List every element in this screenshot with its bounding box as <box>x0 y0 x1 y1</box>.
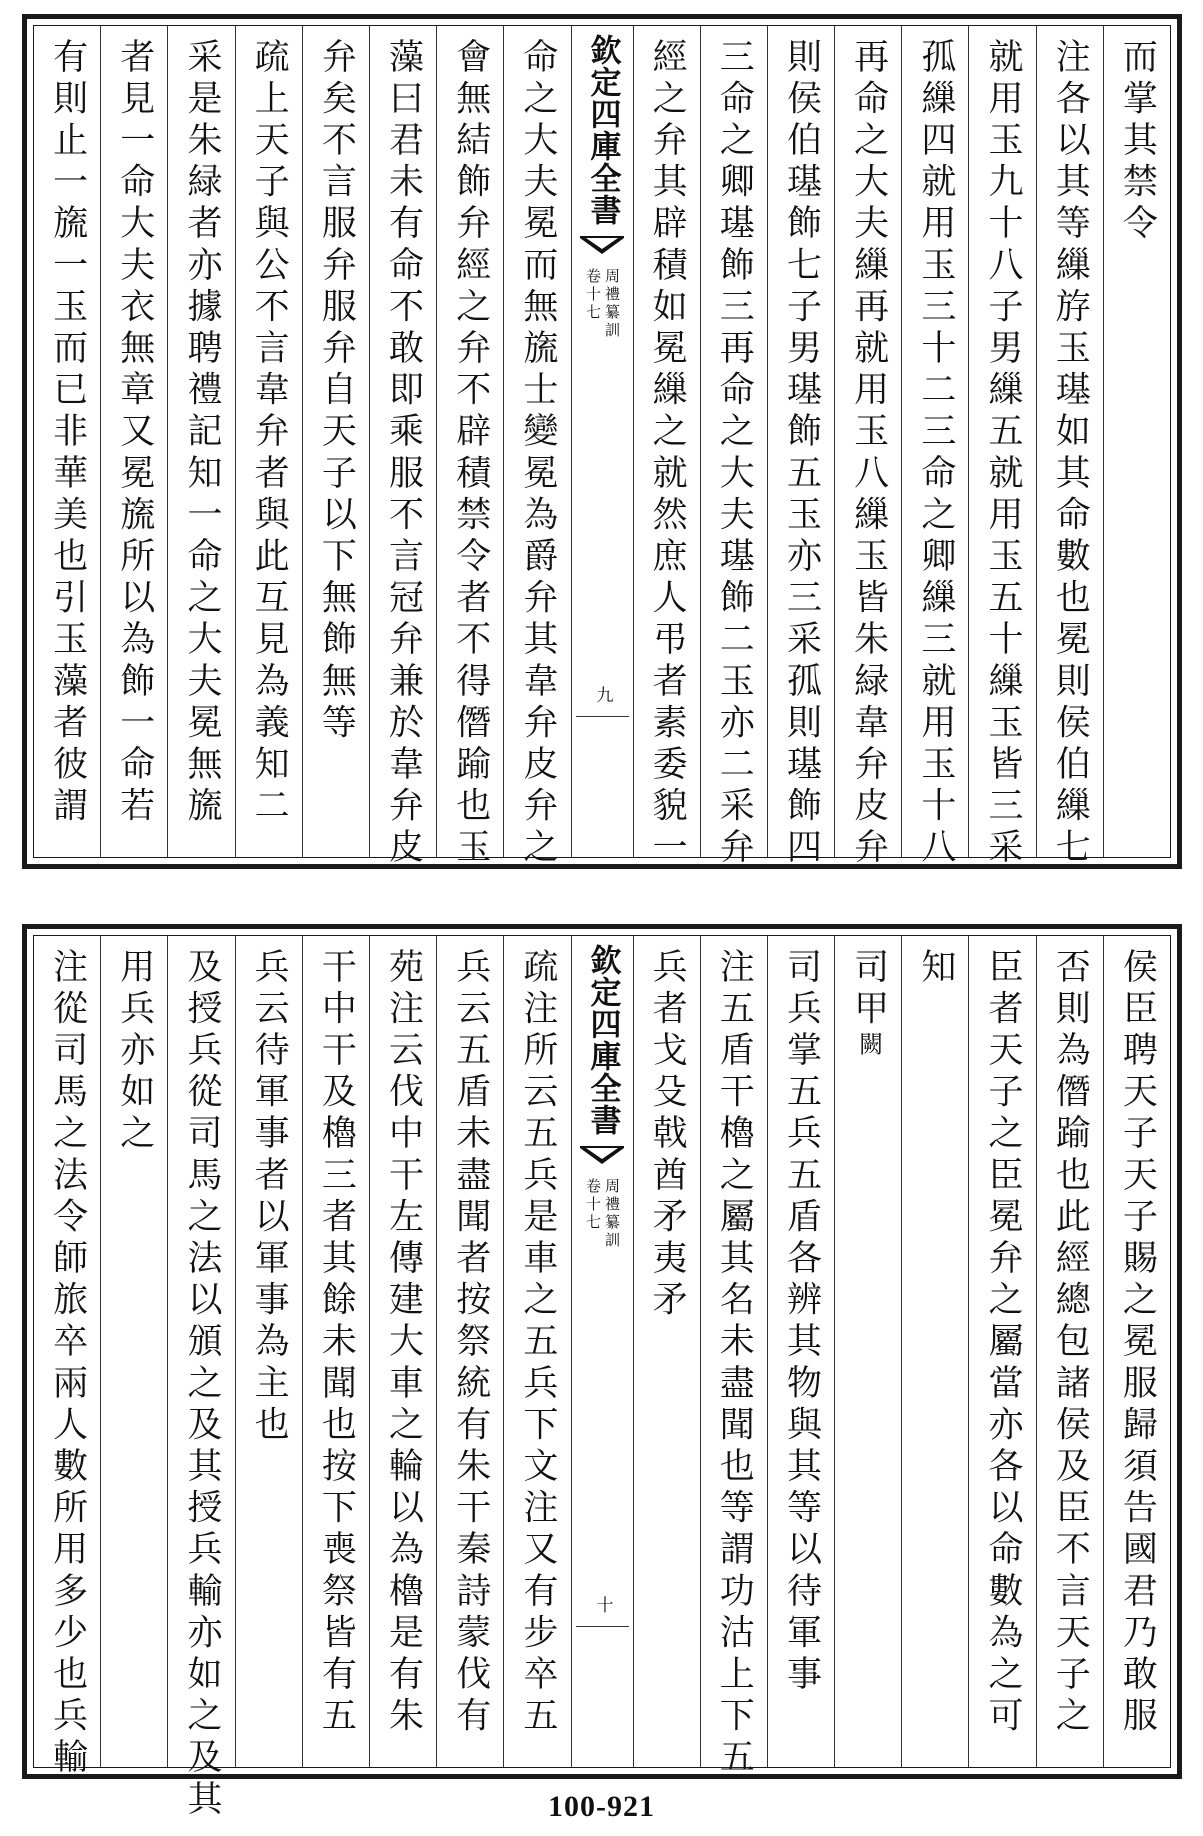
column-text: 司兵掌五兵五盾各辨其物與其等以待軍事 <box>781 948 822 1697</box>
column-text: 注各以其等繅斿玉璂如其命數也冕則侯伯繅七 <box>1050 38 1091 870</box>
column-text: 知 <box>915 948 956 990</box>
text-column <box>1103 936 1170 1767</box>
folio-number: 十 <box>592 1596 613 1613</box>
lacuna-mark: 闕 <box>854 1031 883 1060</box>
column-text: 疏注所云五兵是車之五兵下文注又有步卒五 <box>517 948 558 1739</box>
column-text: 干中干及櫓三者其餘未聞也按下喪祭皆有五 <box>316 948 357 1739</box>
center-gutter <box>571 936 633 1767</box>
column-text: 弁矣不言服弁服弁自天子以下無飾無等 <box>316 38 357 746</box>
column-text: 而掌其禁令 <box>1117 38 1158 246</box>
text-column <box>700 26 767 870</box>
column-text: 者見一命大夫衣無章又冕旒所以為飾一命若 <box>114 38 155 829</box>
text-column <box>834 936 901 1767</box>
text-column <box>235 936 302 1767</box>
column-text: 用兵亦如之 <box>114 948 155 1156</box>
column-text: 苑注云伐中干左傳建大車之輪以為櫓是有朱 <box>383 948 424 1739</box>
text-column <box>633 936 700 1767</box>
text-column <box>503 26 570 870</box>
column-text: 命之大夫冕而無旒士變冕為爵弁其韋弁皮弁之 <box>517 38 558 870</box>
text-column <box>34 936 100 1780</box>
center-gutter <box>571 26 633 857</box>
juan-number: 卷十七 <box>584 268 602 322</box>
book-name: 周禮纂訓 <box>603 268 621 340</box>
text-column <box>968 26 1035 870</box>
column-text: 臣者天子之臣冕弁之屬當亦各以命數為之可 <box>983 948 1024 1739</box>
folio-rule <box>576 1626 629 1627</box>
column-text: 兵云待軍事者以軍事為主也 <box>249 948 290 1448</box>
column-text: 注五盾干櫓之屬其名未盡聞也等謂功沽上下五 <box>714 948 755 1780</box>
juan-number: 卷十七 <box>584 1178 602 1232</box>
column-text: 司甲闕 <box>848 948 889 1060</box>
column-text: 注從司馬之法令師旅卒兩人數所用多少也兵輸 <box>47 948 88 1780</box>
upper-page <box>22 14 1182 869</box>
text-column <box>503 936 570 1767</box>
text-column <box>100 936 167 1767</box>
text-column <box>369 26 436 870</box>
folio-number: 九 <box>592 686 613 703</box>
text-column <box>700 936 767 1780</box>
text-column <box>369 936 436 1767</box>
column-text: 孤繅四就用玉三十二三命之卿繅三就用玉十八 <box>915 38 956 870</box>
text-column <box>767 26 834 870</box>
text-column <box>235 26 302 857</box>
book-title: 欽定四庫全書 <box>584 944 621 1136</box>
column-text: 及授兵從司馬之法以頒之及其授兵輸亦如之及其 <box>181 948 222 1822</box>
column-text: 經之弁其辟積如冕繅之就然庶人弔者素委貌一 <box>647 38 688 870</box>
text-column <box>1036 936 1103 1767</box>
text-column <box>901 936 968 1767</box>
text-column <box>767 936 834 1767</box>
column-text: 會無結飾弁經之弁不辟積禁令者不得僭踰也玉 <box>450 38 491 870</box>
text-column <box>901 26 968 870</box>
text-column <box>302 936 369 1767</box>
text-column <box>834 26 901 870</box>
fish-tail-icon <box>580 1146 624 1166</box>
column-text: 藻曰君未有命不敢即乘服不言冠弁兼於韋弁皮 <box>383 38 424 870</box>
text-column <box>436 936 503 1767</box>
text-column <box>633 26 700 870</box>
text-column <box>167 26 234 857</box>
column-text: 就用玉九十八子男繅五就用玉五十繅玉皆三采 <box>983 38 1024 870</box>
column-text: 再命之大夫繅再就用玉八繅玉皆朱緑韋弁皮弁 <box>848 38 889 870</box>
column-text: 侯臣聘天子天子賜之冕服歸須告國君乃敢服 <box>1117 948 1158 1739</box>
book-name: 周禮纂訓 <box>603 1178 621 1250</box>
column-text: 疏上天子與公不言韋弁者與此互見為義知二 <box>249 38 290 829</box>
text-column <box>302 26 369 857</box>
text-column <box>436 26 503 870</box>
column-text: 采是朱緑者亦據聘禮記知一命之大夫冕無旒 <box>181 38 222 829</box>
column-text: 兵者戈殳戟酋矛夷矛 <box>647 948 688 1323</box>
text-column <box>1036 26 1103 870</box>
page-number: 100-921 <box>548 1790 655 1823</box>
text-column <box>100 26 167 857</box>
text-column <box>34 26 100 857</box>
column-text: 三命之卿璂飾三再命之大夫璂飾二玉亦二采弁 <box>714 38 755 870</box>
book-title: 欽定四庫全書 <box>584 34 621 226</box>
text-column <box>1103 26 1170 857</box>
fish-tail-icon <box>580 236 624 256</box>
text-column <box>167 936 234 1822</box>
column-text: 有則止一旒一玉而已非華美也引玉藻者彼謂 <box>47 38 88 829</box>
text-column <box>968 936 1035 1767</box>
column-text: 兵云五盾未盡聞者按祭統有朱干秦詩蒙伐有 <box>450 948 491 1739</box>
column-text: 則侯伯璂飾七子男璂飾五玉亦三采孤則璂飾四 <box>781 38 822 870</box>
folio-rule <box>576 716 629 717</box>
column-text: 否則為僭踰也此經總包諸侯及臣不言天子之 <box>1050 948 1091 1739</box>
